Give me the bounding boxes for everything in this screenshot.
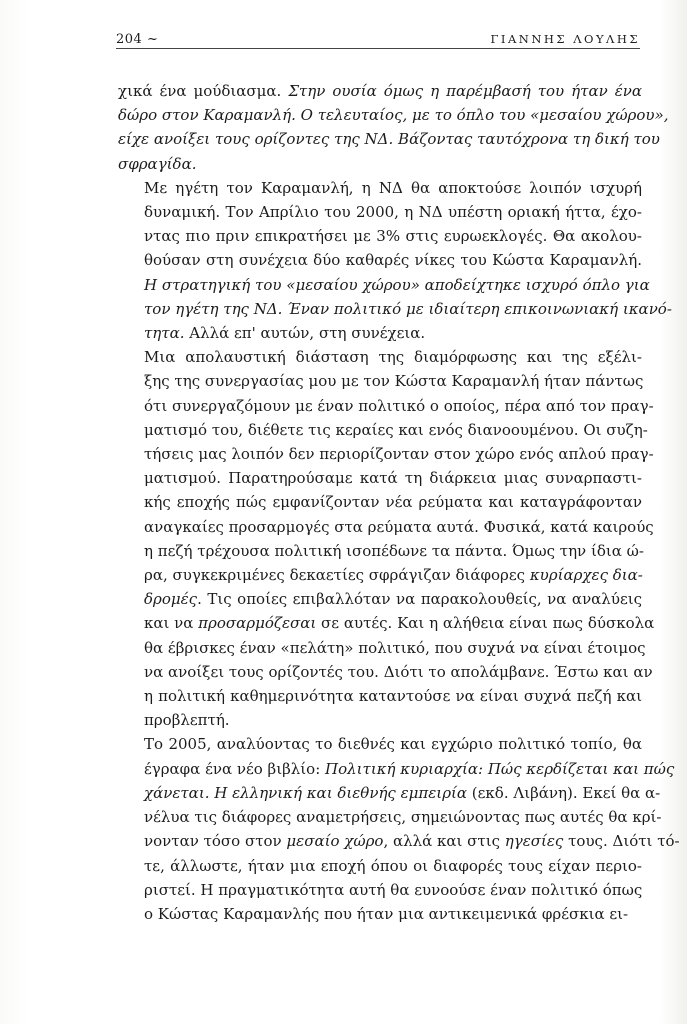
text-run: ματισμού. Παρατηρούσαμε κατά τη διάρκεια μιας συναρπαστι- (144, 469, 642, 488)
text-line (118, 466, 642, 490)
paragraph (118, 345, 655, 732)
paragraph (118, 79, 669, 176)
text-line (118, 902, 642, 926)
italic-text: δώρο στον Καραμανλή. Ο τελευταίος, με το όπλο του «μεσαίου χώρου», (118, 106, 669, 125)
text-run: ότι συνεργαζόμουν με έναν πολιτικό ο οποίος, πέρα από τον πραγ- (144, 396, 654, 415)
text-run: αναγκαίες προσαρμογές στα ρεύματα αυτά. Φυσικά, κατά καιρούς (144, 517, 654, 536)
italic-text: Στην ουσία όμως η παρέμβασή του ήταν ένα (288, 82, 643, 100)
body-text (118, 79, 680, 926)
text-run: τε, άλλωστε, ήταν μια εποχή όπου οι διαφορές τους είχαν περιο- (144, 856, 642, 875)
text-line (118, 248, 642, 272)
italic-text: είχε ανοίξει τους ορίζοντες της ΝΔ. Βάζοντας ταυτόχρονα τη δική του (118, 130, 660, 149)
text-line (118, 297, 672, 321)
text-line (118, 732, 642, 756)
text-line (118, 490, 642, 514)
text-line (118, 127, 660, 151)
text-run: τήσεις μας λοιπόν δεν περιορίζονταν στον χώρο ενός απλού πραγ- (144, 445, 654, 464)
text-line (118, 781, 661, 805)
text-run: κής εποχής πώς εμφανίζονταν νέα ρεύματα και καταγράφονταν (144, 493, 642, 512)
text-line (118, 200, 642, 224)
text-run: (εκδ. Λιβάνη). Εκεί θα α- (467, 783, 661, 802)
text-line (118, 442, 654, 466)
text-run: και να (144, 614, 199, 633)
text-run: ξης της συνεργασίας μου με τον Κώστα Καραμανλή ήταν πάντως (144, 372, 644, 391)
text-run: Μια απολαυστική διάσταση της διαμόρφωσης και της εξέλι- (144, 348, 642, 367)
paragraph (118, 732, 680, 926)
text-run: προβλεπτή. (144, 711, 230, 730)
italic-text: τον ηγέτη της ΝΔ. Έναν πολιτικό με ιδιαίτερη επικοινωνιακή ικανό- (144, 299, 672, 318)
text-line (118, 587, 642, 611)
text-run: να ανοίξει τους ορίζοντές του. Διότι το απολάμβανε. Έστω και αν (144, 662, 653, 681)
text-line (118, 878, 642, 902)
italic-text: Η στρατηγική του «μεσαίου χώρου» αποδείχτηκε ισχυρό όπλο για (144, 275, 650, 294)
italic-text: προσαρμόζεσαι (198, 614, 317, 633)
text-line (118, 515, 654, 539)
italic-text: σφραγίδα. (118, 154, 197, 173)
text-line (118, 708, 642, 732)
italic-text: τητα. (144, 324, 185, 343)
text-line (118, 103, 669, 127)
text-line (118, 321, 642, 345)
italic-text: χάνεται. Η ελληνική και διεθνής εμπειρία (144, 783, 468, 802)
text-run: . Τις οποίες επιβαλλόταν να παρακολουθείς, να αναλύεις (197, 590, 642, 609)
text-line (118, 539, 642, 563)
text-run: ριστεί. Η πραγματικότητα αυτή θα ευνοούσε έναν πολιτικό όπως (144, 880, 643, 899)
text-line (118, 636, 646, 660)
text-run: , αλλά και στις (383, 832, 505, 851)
text-run: ρα, συγκεκριμένες δεκαετίες σφράγιζαν διάφορες (144, 566, 530, 585)
text-run: θα έβρισκες έναν «πελάτη» πολιτικό, που συχνά να είναι έτοιμος (144, 638, 646, 657)
page-header (116, 28, 640, 49)
italic-text: μεσαίο χώρο (286, 832, 384, 851)
text-line (118, 79, 642, 103)
text-line (118, 805, 662, 829)
text-run: θούσαν στη συνέχεια δύο καθαρές νίκες του Κώστα Καραμανλή. (144, 251, 642, 270)
running-title: ΓΙΑΝΝΗΣ ΛΟΥΛΗΣ (490, 32, 640, 46)
text-run: έγραφα ένα νέο βιβλίο: (144, 759, 326, 778)
text-run: η πεζή τρέχουσα πολιτική ισοπέδωνε τα πάντα. Όμως την ίδια ώ- (144, 541, 644, 560)
text-line (118, 369, 642, 393)
text-run: η πολιτική καθημερινότητα καταντούσε να είναι συχνά πεζή και (144, 687, 642, 706)
text-run: νονταν τόσο στον (144, 832, 287, 851)
text-line (118, 757, 675, 781)
text-run: Το 2005, αναλύοντας το διεθνές και εγχώριο πολιτικό τοπίο, θα (144, 735, 642, 754)
text-line (118, 345, 642, 369)
text-run: χικά ένα μούδιασμα. (118, 82, 289, 100)
paragraph (118, 176, 672, 345)
text-line (118, 563, 642, 587)
italic-text: δρομές (144, 590, 198, 609)
italic-text: κυρίαρχες δια- (529, 566, 643, 585)
text-line (118, 176, 642, 200)
text-line (118, 224, 642, 248)
italic-text: ηγεσίες (504, 832, 564, 851)
text-run: Αλλά επ' αυτών, στη συνέχεια. (184, 324, 426, 343)
text-run: τους. Διότι τό- (563, 832, 680, 851)
text-line (118, 854, 642, 878)
text-line (118, 829, 680, 853)
text-run: ο Κώστας Καραμανλής που ήταν μια αντικειμενικά φρέσκια ει- (144, 904, 629, 923)
italic-text: Πολιτική κυριαρχία: Πώς κερδίζεται και πώς (325, 759, 675, 778)
text-line (118, 660, 653, 684)
text-line (118, 152, 642, 176)
text-run: Με ηγέτη τον Καραμανλή, η ΝΔ θα αποκτούσε λοιπόν ισχυρή (144, 178, 642, 197)
page-number: 204 ~ (116, 32, 159, 47)
text-run: ματισμό του, διέθετε τις κεραίες και ενός διανοουμένου. Οι συζη- (144, 420, 648, 439)
text-line (118, 684, 642, 708)
text-run: νέλυα τις διάφορες αναμετρήσεις, σημειώνοντας πως αυτές θα κρί- (144, 808, 662, 827)
text-line (118, 394, 654, 418)
text-run: δυναμική. Τον Απρίλιο του 2000, η ΝΔ υπέστη οριακή ήττα, έχο- (144, 203, 642, 222)
text-line (118, 418, 648, 442)
text-run: σε αυτές. Και η αλήθεια είναι πως δύσκολα (316, 614, 655, 633)
text-line (118, 273, 650, 297)
text-run: ντας πιο πριν επικρατήσει με 3% στις ευρωεκλογές. Θα ακολου- (144, 227, 642, 246)
text-line (118, 611, 655, 635)
